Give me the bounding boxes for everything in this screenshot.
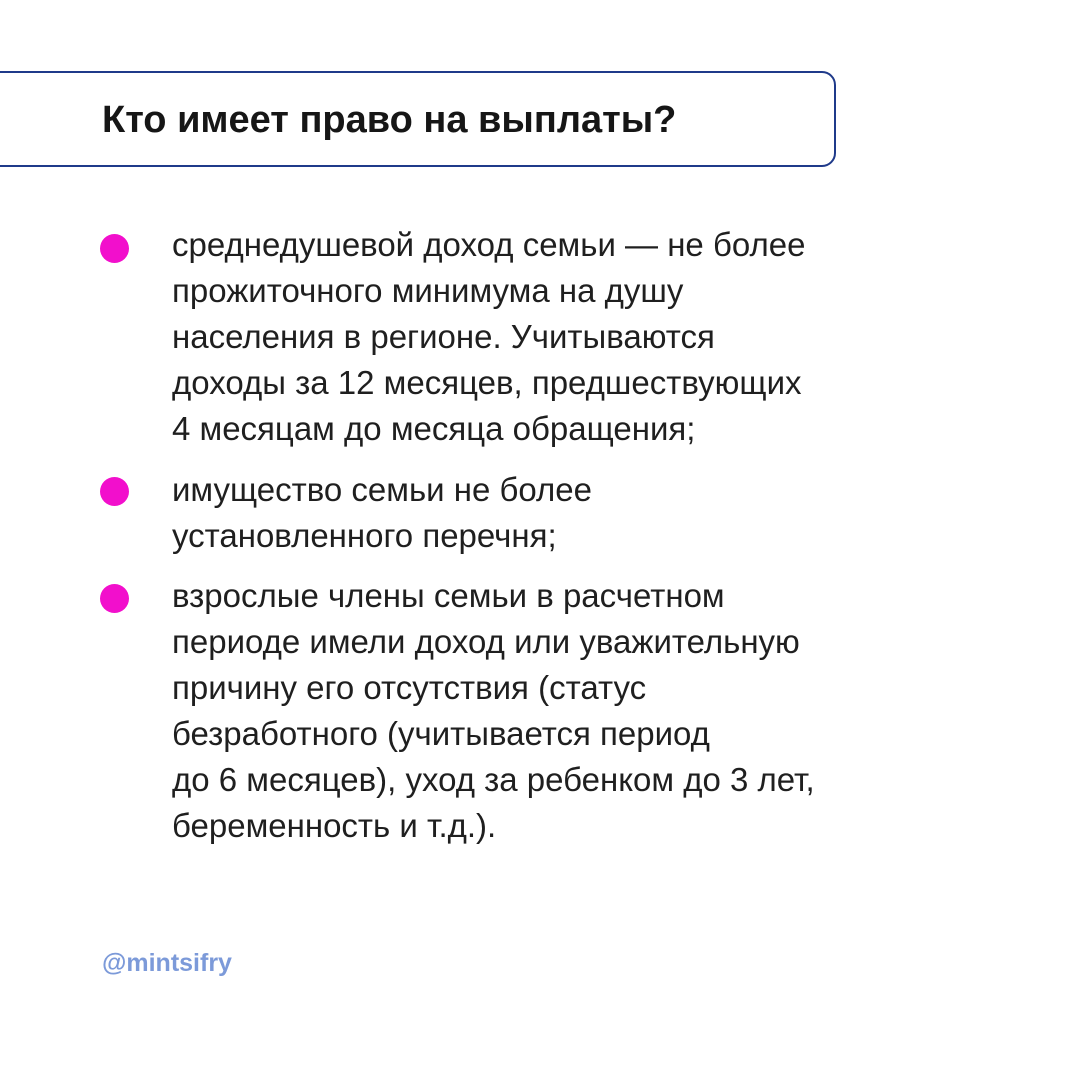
- bullet-dot-icon: [100, 584, 129, 613]
- page-title: Кто имеет право на выплаты?: [102, 99, 677, 141]
- list-item-text: взрослые члены семьи в расчетном периоде имели доход или уважительную причину его отсутствия (статус безработного (учитывается период до 6 месяцев), уход за ребенком до 3 лет, беременность и т.д.).: [172, 577, 815, 844]
- list-item-text: имущество семьи не более установленного перечня;: [172, 471, 592, 554]
- list-item-text: среднедушевой доход семьи — не более прожиточного минимума на душу населения в регионе. Учитываются доходы за 12 месяцев, предшествующих 4 месяцам до месяца обращения;: [172, 226, 806, 447]
- bullet-dot-icon: [100, 477, 129, 506]
- account-handle: @mintsifry: [102, 949, 232, 977]
- bullet-dot-icon: [100, 234, 129, 263]
